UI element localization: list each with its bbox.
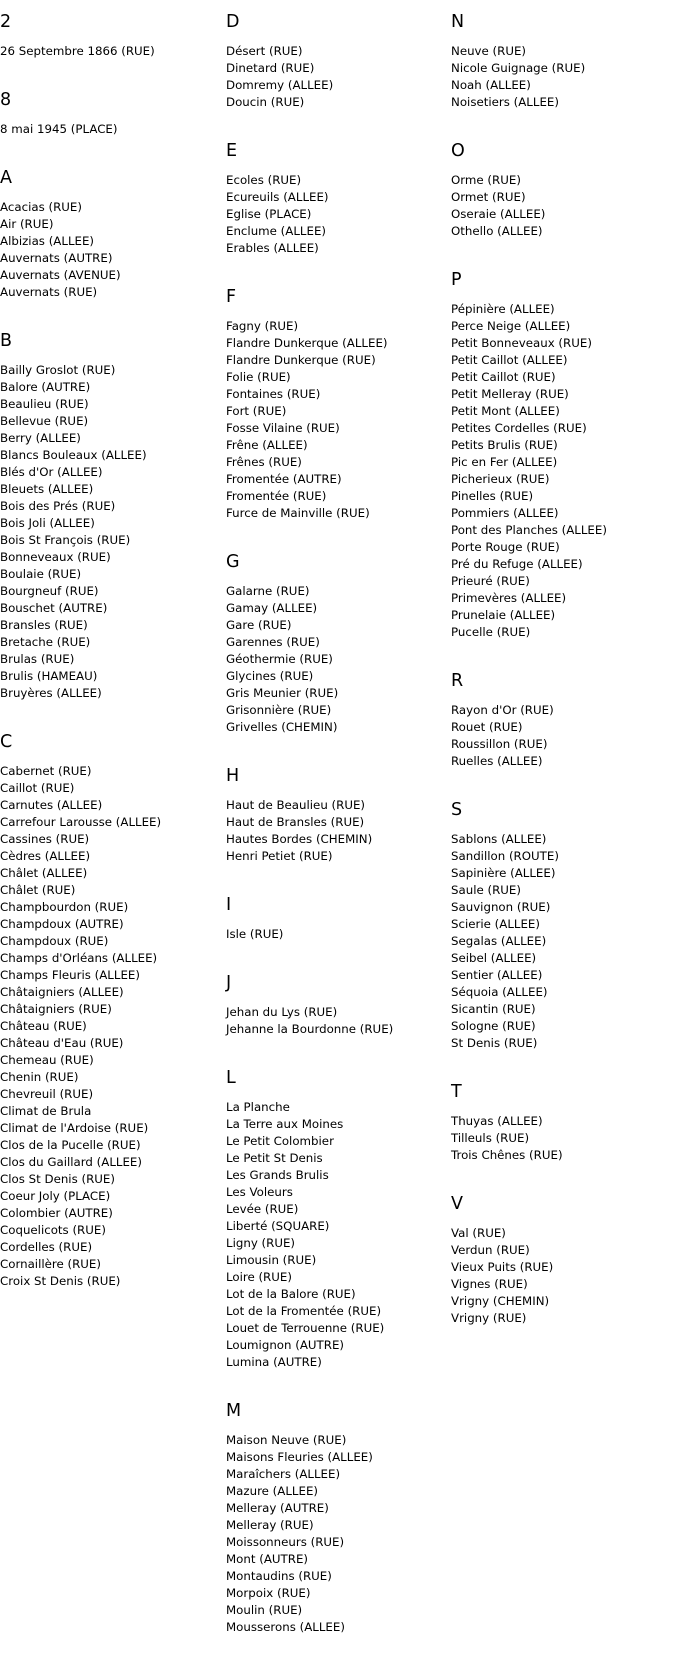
group-spacer <box>226 111 446 129</box>
street-entry: Désert (RUE) <box>226 44 303 58</box>
letter-heading: C <box>0 732 13 752</box>
group-spacer <box>451 770 675 788</box>
street-entry: Bleuets (ALLEE) <box>0 482 94 496</box>
street-entry: Orme (RUE) <box>451 173 521 187</box>
street-entry: Saule (RUE) <box>451 883 521 897</box>
street-entry: Sauvignon (RUE) <box>451 900 551 914</box>
street-entry: Folie (RUE) <box>226 370 291 384</box>
letter-heading: I <box>226 895 232 915</box>
street-list <box>226 43 446 111</box>
street-entry: Coeur Joly (PLACE) <box>0 1189 111 1203</box>
street-entry: Château d'Eau (RUE) <box>0 1036 124 1050</box>
street-list <box>0 199 220 301</box>
street-entry: Ecureuils (ALLEE) <box>226 190 329 204</box>
street-list <box>451 172 675 240</box>
group-spacer <box>451 1327 675 1345</box>
street-entry: Châtaigniers (ALLEE) <box>0 985 124 999</box>
street-entry: Melleray (RUE) <box>226 1518 314 1532</box>
street-entry: Roussillon (RUE) <box>451 737 548 751</box>
street-entry: Moulin (RUE) <box>226 1603 303 1617</box>
street-entry: Ligny (RUE) <box>226 1236 296 1250</box>
street-list <box>226 797 446 865</box>
street-list <box>226 318 446 522</box>
street-entry: Pic en Fer (ALLEE) <box>451 455 558 469</box>
street-entry: Champs d'Orléans (ALLEE) <box>0 951 158 965</box>
street-entry: Grivelles (CHEMIN) <box>226 720 338 734</box>
street-entry: Fromentée (RUE) <box>226 489 327 503</box>
street-entry: Sologne (RUE) <box>451 1019 536 1033</box>
letter-group <box>451 140 675 258</box>
letter-heading: D <box>226 12 240 32</box>
letter-heading: O <box>451 141 465 161</box>
street-entry: Auvernats (AUTRE) <box>0 251 113 265</box>
street-entry: Cordelles (RUE) <box>0 1240 93 1254</box>
street-entry: Pucelle (RUE) <box>451 625 531 639</box>
street-entry: Primevères (ALLEE) <box>451 591 567 605</box>
street-entry: Limousin (RUE) <box>226 1253 317 1267</box>
street-entry: Colombier (AUTRE) <box>0 1206 113 1220</box>
letter-heading: 2 <box>0 12 12 32</box>
street-entry: Eglise (PLACE) <box>226 207 312 221</box>
street-entry: Noisetiers (ALLEE) <box>451 95 559 109</box>
street-entry: Bellevue (RUE) <box>0 414 89 428</box>
street-list <box>451 301 675 641</box>
street-entry: Nicole Guignage (RUE) <box>451 61 586 75</box>
group-spacer <box>226 522 446 540</box>
group-spacer <box>451 1164 675 1182</box>
street-entry: Garennes (RUE) <box>226 635 320 649</box>
street-entry: Fagny (RUE) <box>226 319 299 333</box>
letter-group <box>451 11 675 129</box>
street-entry: Bonneveaux (RUE) <box>0 550 111 564</box>
letter-heading: J <box>226 973 232 993</box>
street-entry: Hautes Bordes (CHEMIN) <box>226 832 373 846</box>
street-entry: Domremy (ALLEE) <box>226 78 334 92</box>
street-entry: Maison Neuve (RUE) <box>226 1433 347 1447</box>
street-entry: Flandre Dunkerque (RUE) <box>226 353 376 367</box>
street-entry: Boulaie (RUE) <box>0 567 82 581</box>
street-entry: Châtaigniers (RUE) <box>0 1002 112 1016</box>
group-spacer <box>451 641 675 659</box>
street-entry: Caillot (RUE) <box>0 781 75 795</box>
letter-heading: A <box>0 168 12 188</box>
street-entry: Bretache (RUE) <box>0 635 91 649</box>
letter-group <box>226 1067 446 1389</box>
street-entry: Blancs Bouleaux (ALLEE) <box>0 448 147 462</box>
street-entry: Petits Brulis (RUE) <box>451 438 558 452</box>
street-entry: Isle (RUE) <box>226 927 284 941</box>
street-entry: Bailly Groslot (RUE) <box>0 363 116 377</box>
street-entry: Air (RUE) <box>0 217 54 231</box>
street-entry: La Planche <box>226 1100 290 1114</box>
group-spacer <box>0 60 220 78</box>
letter-group <box>451 670 675 788</box>
street-entry: Croix St Denis (RUE) <box>0 1274 121 1288</box>
street-entry: Moissonneurs (RUE) <box>226 1535 345 1549</box>
street-entry: Henri Petiet (RUE) <box>226 849 333 863</box>
street-entry: Petit Bonneveaux (RUE) <box>451 336 592 350</box>
street-entry: Champdoux (AUTRE) <box>0 917 124 931</box>
street-entry: Grisonnière (RUE) <box>226 703 332 717</box>
street-entry: Perce Neige (ALLEE) <box>451 319 571 333</box>
street-entry: Pré du Refuge (ALLEE) <box>451 557 583 571</box>
street-entry: Bourgneuf (RUE) <box>0 584 99 598</box>
street-list <box>226 1432 446 1636</box>
group-spacer <box>226 865 446 883</box>
street-entry: Gamay (ALLEE) <box>226 601 318 615</box>
letter-heading: P <box>451 270 462 290</box>
street-entry: Haut de Beaulieu (RUE) <box>226 798 366 812</box>
street-entry: Brulas (RUE) <box>0 652 75 666</box>
street-entry: Bransles (RUE) <box>0 618 88 632</box>
letter-heading: F <box>226 287 237 307</box>
letter-group <box>226 894 446 961</box>
group-spacer <box>451 1052 675 1070</box>
street-entry: Clos du Gaillard (ALLEE) <box>0 1155 142 1169</box>
group-spacer <box>451 111 675 129</box>
street-entry: Bois Joli (ALLEE) <box>0 516 95 530</box>
street-entry: Maisons Fleuries (ALLEE) <box>226 1450 373 1464</box>
letter-heading: R <box>451 671 464 691</box>
letter-heading: 8 <box>0 90 12 110</box>
street-entry: Liberté (SQUARE) <box>226 1219 330 1233</box>
street-entry: Morpoix (RUE) <box>226 1586 311 1600</box>
street-entry: Petites Cordelles (RUE) <box>451 421 587 435</box>
street-entry: Cèdres (ALLEE) <box>0 849 91 863</box>
street-entry: Séquoia (ALLEE) <box>451 985 548 999</box>
letter-group <box>0 11 220 78</box>
group-spacer <box>226 257 446 275</box>
group-spacer <box>0 138 220 156</box>
street-entry: Fontaines (RUE) <box>226 387 321 401</box>
street-entry: Ormet (RUE) <box>451 190 526 204</box>
street-entry: Frêne (ALLEE) <box>226 438 308 452</box>
street-entry: Petit Caillot (RUE) <box>451 370 556 384</box>
index-column-2 <box>226 0 446 1654</box>
street-entry: Ruelles (ALLEE) <box>451 754 543 768</box>
street-entry: Mont (AUTRE) <box>226 1552 309 1566</box>
street-entry: Loumignon (AUTRE) <box>226 1338 345 1352</box>
index-column-1 <box>0 0 220 1308</box>
street-entry: Albizias (ALLEE) <box>0 234 95 248</box>
street-entry: Bois St François (RUE) <box>0 533 131 547</box>
letter-group <box>0 167 220 319</box>
street-entry: Bois des Prés (RUE) <box>0 499 116 513</box>
street-entry: Othello (ALLEE) <box>451 224 543 238</box>
street-entry: Cabernet (RUE) <box>0 764 92 778</box>
street-entry: Lot de la Fromentée (RUE) <box>226 1304 382 1318</box>
letter-group <box>0 731 220 1308</box>
street-entry: Frênes (RUE) <box>226 455 302 469</box>
street-entry: Gare (RUE) <box>226 618 292 632</box>
street-entry: Erables (ALLEE) <box>226 241 319 255</box>
street-list <box>0 763 220 1290</box>
street-entry: Neuve (RUE) <box>451 44 527 58</box>
street-entry: Prunelaie (ALLEE) <box>451 608 556 622</box>
street-entry: Pépinière (ALLEE) <box>451 302 555 316</box>
street-list <box>451 702 675 770</box>
street-list <box>0 362 220 702</box>
street-list <box>451 831 675 1052</box>
group-spacer <box>451 240 675 258</box>
street-entry: Enclume (ALLEE) <box>226 224 326 238</box>
street-entry: Galarne (RUE) <box>226 584 310 598</box>
street-entry: Petit Caillot (ALLEE) <box>451 353 568 367</box>
street-entry: Bouschet (AUTRE) <box>0 601 108 615</box>
street-entry: Bruyères (ALLEE) <box>0 686 102 700</box>
street-entry: Fromentée (AUTRE) <box>226 472 342 486</box>
street-entry: Châlet (RUE) <box>0 883 76 897</box>
street-entry: Thuyas (ALLEE) <box>451 1114 543 1128</box>
street-entry: Châlet (ALLEE) <box>0 866 88 880</box>
street-entry: Chevreuil (RUE) <box>0 1087 94 1101</box>
street-entry: Sablons (ALLEE) <box>451 832 547 846</box>
street-entry: St Denis (RUE) <box>451 1036 538 1050</box>
street-entry: Levée (RUE) <box>226 1202 299 1216</box>
letter-heading: E <box>226 141 238 161</box>
street-entry: Loire (RUE) <box>226 1270 292 1284</box>
letter-group <box>0 330 220 720</box>
street-entry: Doucin (RUE) <box>226 95 305 109</box>
group-spacer <box>226 1371 446 1389</box>
street-entry: Val (RUE) <box>451 1226 506 1240</box>
street-list <box>451 43 675 111</box>
letter-group <box>451 1081 675 1182</box>
letter-heading: H <box>226 766 240 786</box>
street-entry: Noah (ALLEE) <box>451 78 531 92</box>
street-entry: Cassines (RUE) <box>0 832 90 846</box>
street-entry: Auvernats (AVENUE) <box>0 268 121 282</box>
letter-group <box>0 89 220 156</box>
street-entry: Le Petit Colombier <box>226 1134 334 1148</box>
letter-group <box>226 765 446 883</box>
letter-group <box>226 972 446 1056</box>
letter-heading: M <box>226 1401 242 1421</box>
street-entry: Carrefour Larousse (ALLEE) <box>0 815 162 829</box>
letter-heading: V <box>451 1194 463 1214</box>
street-entry: Vrigny (CHEMIN) <box>451 1294 550 1308</box>
street-entry: Cornaillère (RUE) <box>0 1257 101 1271</box>
street-entry: Géothermie (RUE) <box>226 652 333 666</box>
street-entry: Rayon d'Or (RUE) <box>451 703 554 717</box>
street-entry: Sentier (ALLEE) <box>451 968 543 982</box>
street-entry: Fort (RUE) <box>226 404 287 418</box>
street-entry: Sandillon (ROUTE) <box>451 849 559 863</box>
street-entry: Maraîchers (ALLEE) <box>226 1467 341 1481</box>
street-entry: Pinelles (RUE) <box>451 489 534 503</box>
street-entry: Château (RUE) <box>0 1019 87 1033</box>
letter-heading: N <box>451 12 465 32</box>
street-entry: Seibel (ALLEE) <box>451 951 537 965</box>
street-list <box>226 1099 446 1371</box>
street-entry: Trois Chênes (RUE) <box>451 1148 563 1162</box>
street-entry: Champbourdon (RUE) <box>0 900 129 914</box>
street-entry: Oseraie (ALLEE) <box>451 207 546 221</box>
street-entry: Chenin (RUE) <box>0 1070 79 1084</box>
street-entry: Clos St Denis (RUE) <box>0 1172 115 1186</box>
street-entry: Porte Rouge (RUE) <box>451 540 560 554</box>
street-entry: Clos de la Pucelle (RUE) <box>0 1138 141 1152</box>
letter-heading: T <box>451 1082 462 1102</box>
group-spacer <box>226 736 446 754</box>
street-entry: Rouet (RUE) <box>451 720 523 734</box>
letter-group <box>226 1400 446 1654</box>
street-entry: Climat de Brula <box>0 1104 92 1118</box>
street-entry: Les Grands Brulis <box>226 1168 329 1182</box>
street-list <box>226 172 446 257</box>
group-spacer <box>0 301 220 319</box>
street-entry: Jehanne la Bourdonne (RUE) <box>226 1022 394 1036</box>
street-entry: Carnutes (ALLEE) <box>0 798 103 812</box>
street-entry: Lot de la Balore (RUE) <box>226 1287 356 1301</box>
street-entry: Berry (ALLEE) <box>0 431 81 445</box>
street-entry: Petit Melleray (RUE) <box>451 387 569 401</box>
letter-heading: G <box>226 552 240 572</box>
index-column-3 <box>451 0 675 1345</box>
street-entry: Lumina (AUTRE) <box>226 1355 322 1369</box>
street-list <box>451 1113 675 1164</box>
street-entry: Acacias (RUE) <box>0 200 82 214</box>
street-entry: Ecoles (RUE) <box>226 173 302 187</box>
street-entry: Le Petit St Denis <box>226 1151 323 1165</box>
street-entry: Sicantin (RUE) <box>451 1002 536 1016</box>
group-spacer <box>226 943 446 961</box>
street-entry: Vrigny (RUE) <box>451 1311 527 1325</box>
street-entry: Blés d'Or (ALLEE) <box>0 465 103 479</box>
letter-group <box>226 286 446 540</box>
street-entry: Montaudins (RUE) <box>226 1569 332 1583</box>
street-entry: Climat de l'Ardoise (RUE) <box>0 1121 149 1135</box>
street-list <box>226 926 446 943</box>
street-entry: Pont des Planches (ALLEE) <box>451 523 607 537</box>
street-list <box>0 43 220 60</box>
letter-heading: B <box>0 331 13 351</box>
group-spacer <box>0 1290 220 1308</box>
street-entry: Sapinière (ALLEE) <box>451 866 556 880</box>
street-entry: 26 Septembre 1866 (RUE) <box>0 44 155 58</box>
street-entry: Glycines (RUE) <box>226 669 314 683</box>
street-entry: Coquelicots (RUE) <box>0 1223 106 1237</box>
letter-group <box>226 11 446 129</box>
street-entry: Prieuré (RUE) <box>451 574 530 588</box>
letter-group <box>451 269 675 659</box>
street-entry: Picherieux (RUE) <box>451 472 550 486</box>
street-entry: Chemeau (RUE) <box>0 1053 94 1067</box>
letter-heading: L <box>226 1068 236 1088</box>
street-entry: Flandre Dunkerque (ALLEE) <box>226 336 388 350</box>
street-entry: La Terre aux Moines <box>226 1117 344 1131</box>
street-entry: Vieux Puits (RUE) <box>451 1260 554 1274</box>
street-entry: Verdun (RUE) <box>451 1243 530 1257</box>
street-entry: Mazure (ALLEE) <box>226 1484 319 1498</box>
street-list <box>226 1004 446 1038</box>
street-entry: Beaulieu (RUE) <box>0 397 89 411</box>
street-entry: Tilleuls (RUE) <box>451 1131 530 1145</box>
street-entry: Champdoux (RUE) <box>0 934 109 948</box>
letter-group <box>226 551 446 754</box>
street-entry: Pommiers (ALLEE) <box>451 506 559 520</box>
letter-group <box>451 799 675 1070</box>
street-entry: Mousserons (ALLEE) <box>226 1620 345 1634</box>
street-list <box>226 583 446 736</box>
group-spacer <box>226 1636 446 1654</box>
street-entry: Brulis (HAMEAU) <box>0 669 98 683</box>
street-entry: Fosse Vilaine (RUE) <box>226 421 340 435</box>
group-spacer <box>0 702 220 720</box>
letter-group <box>451 1193 675 1345</box>
group-spacer <box>226 1038 446 1056</box>
street-entry: Balore (AUTRE) <box>0 380 91 394</box>
street-entry: Les Voleurs <box>226 1185 293 1199</box>
street-entry: Gris Meunier (RUE) <box>226 686 339 700</box>
street-entry: Haut de Bransles (RUE) <box>226 815 365 829</box>
street-entry: Segalas (ALLEE) <box>451 934 547 948</box>
street-entry: Furce de Mainville (RUE) <box>226 506 370 520</box>
street-entry: Jehan du Lys (RUE) <box>226 1005 338 1019</box>
street-entry: Petit Mont (ALLEE) <box>451 404 560 418</box>
letter-heading: S <box>451 800 463 820</box>
street-entry: Vignes (RUE) <box>451 1277 528 1291</box>
street-entry: Louet de Terrouenne (RUE) <box>226 1321 385 1335</box>
street-entry: Auvernats (RUE) <box>0 285 98 299</box>
street-list <box>0 121 220 138</box>
street-entry: Melleray (AUTRE) <box>226 1501 329 1515</box>
street-entry: Scierie (ALLEE) <box>451 917 540 931</box>
street-entry: Dinetard (RUE) <box>226 61 315 75</box>
street-entry: Champs Fleuris (ALLEE) <box>0 968 140 982</box>
letter-group <box>226 140 446 275</box>
street-entry: 8 mai 1945 (PLACE) <box>0 122 118 136</box>
street-list <box>451 1225 675 1327</box>
